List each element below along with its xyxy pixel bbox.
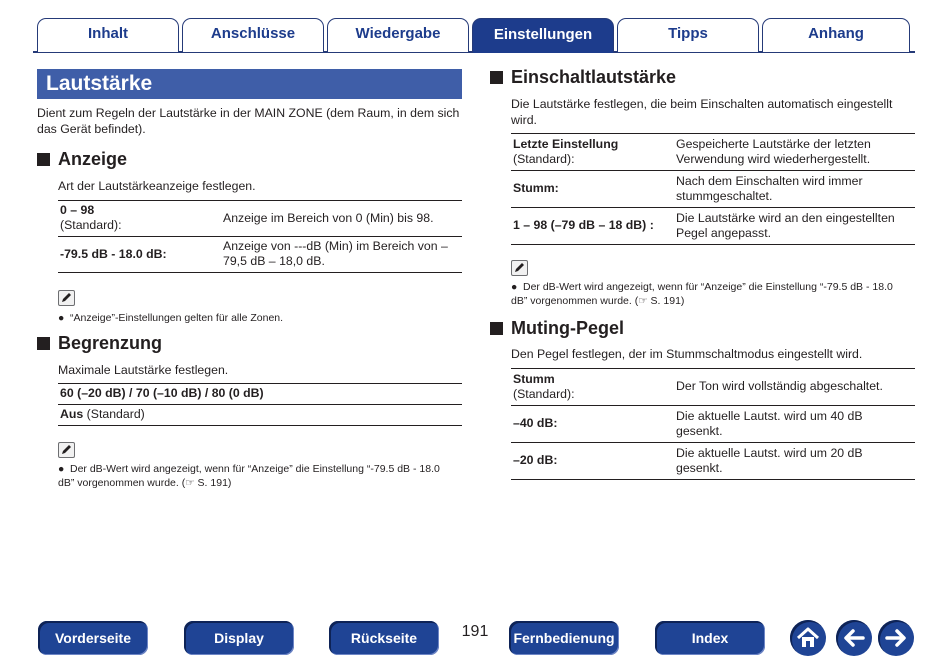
page-number: 191 — [461, 623, 489, 640]
option-standard: (Standard): — [60, 218, 122, 232]
option-value: Die aktuelle Lautst. wird um 20 dB gesenkt. — [674, 443, 915, 480]
nav-rueckseite-button[interactable]: Rückseite — [329, 621, 439, 655]
anzeige-description: Art der Lautstärkeanzeige festlegen. — [58, 179, 256, 193]
option-key: Stumm — [513, 371, 555, 386]
option-value: Anzeige von ---dB (Min) im Bereich von – 79,5 dB – 18,0 dB. — [221, 237, 462, 273]
section-heading-text: Begrenzung — [58, 333, 163, 353]
muting-description: Den Pegel festlegen, der im Stummschaltmodus eingestellt wird. — [511, 347, 863, 361]
home-icon[interactable] — [790, 620, 826, 656]
back-arrow-icon[interactable] — [836, 620, 872, 656]
tab-anhang[interactable]: Anhang — [762, 18, 910, 52]
table-row — [58, 384, 462, 405]
table-row — [511, 171, 915, 208]
einschalt-description: Die Lautstärke festlegen, die beim Einschalten automatisch eingestellt wird. — [511, 97, 893, 127]
option-key: -79.5 dB - 18.0 dB: — [58, 237, 221, 273]
option-key: –40 dB: — [511, 406, 674, 443]
option-key: 60 (–20 dB) / 70 (–10 dB) / 80 (0 dB) — [58, 384, 462, 405]
forward-arrow-icon[interactable] — [878, 620, 914, 656]
pencil-note-icon — [511, 260, 528, 276]
tab-tipps[interactable]: Tipps — [617, 18, 759, 52]
option-key: 1 – 98 (–79 dB – 18 dB) : — [511, 208, 674, 245]
option-value: Die Lautstärke wird an den eingestellten Pegel angepasst. — [674, 208, 915, 245]
begrenzung-note — [58, 462, 453, 490]
heading-square-icon — [37, 337, 50, 350]
option-value: Nach dem Einschalten wird immer stummgeschaltet. — [674, 171, 915, 208]
bullet-icon: ● — [58, 463, 65, 475]
bullet-icon: ● — [511, 281, 518, 293]
table-row — [511, 208, 915, 245]
tab-bar — [0, 0, 950, 56]
einschalt-note — [511, 280, 906, 308]
section-heading-einschaltlautstaerke — [490, 67, 676, 88]
note-text: Der dB-Wert wird angezeigt, wenn für “Anzeige” die Einstellung “-79.5 dB - 18.0 dB” vorgenommen wurde. (☞ S. 191) — [511, 281, 893, 307]
note-text: Der dB-Wert wird angezeigt, wenn für “Anzeige” die Einstellung “-79.5 dB - 18.0 dB” vorgenommen wurde. (☞ S. 191) — [58, 463, 440, 489]
option-key: 0 – 98 — [60, 203, 95, 217]
section-heading-text: Einschaltlautstärke — [511, 67, 677, 87]
bullet-icon: ● — [58, 312, 65, 324]
section-heading-anzeige — [37, 149, 127, 170]
option-value: Der Ton wird vollständig abgeschaltet. — [674, 369, 915, 406]
option-standard: (Standard): — [513, 386, 575, 401]
table-row — [58, 201, 462, 237]
table-row — [58, 237, 462, 273]
begrenzung-table — [58, 383, 462, 426]
begrenzung-description: Maximale Lautstärke festlegen. — [58, 363, 229, 377]
section-heading-text: Anzeige — [58, 149, 128, 169]
heading-square-icon — [37, 153, 50, 166]
tab-einstellungen[interactable]: Einstellungen — [472, 18, 614, 53]
einschalt-table — [511, 133, 915, 245]
table-row — [511, 369, 915, 406]
heading-square-icon — [490, 71, 503, 84]
pencil-note-icon — [58, 290, 75, 306]
muting-table — [511, 368, 915, 480]
tab-inhalt[interactable]: Inhalt — [37, 18, 179, 52]
section-heading-muting-pegel — [490, 318, 624, 339]
table-row — [58, 405, 462, 426]
table-row — [511, 406, 915, 443]
nav-index-button[interactable]: Index — [655, 621, 765, 655]
option-key: Stumm: — [511, 171, 674, 208]
tab-anschluesse[interactable]: Anschlüsse — [182, 18, 324, 52]
anzeige-table — [58, 200, 462, 273]
nav-display-button[interactable]: Display — [184, 621, 294, 655]
heading-square-icon — [490, 322, 503, 335]
page-title: Lautstärke — [37, 69, 462, 99]
option-value: Gespeicherte Lautstärke der letzten Verwendung wird wiederhergestellt. — [674, 134, 915, 171]
option-key: –20 dB: — [511, 443, 674, 480]
nav-vorderseite-button[interactable]: Vorderseite — [38, 621, 148, 655]
option-key: Letzte Einstellung — [513, 136, 619, 151]
anzeige-note — [58, 311, 462, 325]
table-row — [511, 134, 915, 171]
table-row — [511, 443, 915, 480]
option-standard: (Standard) — [86, 407, 145, 421]
tab-wiedergabe[interactable]: Wiedergabe — [327, 18, 469, 52]
option-value: Die aktuelle Lautst. wird um 40 dB gesenkt. — [674, 406, 915, 443]
intro-text: Dient zum Regeln der Lautstärke in der MAIN ZONE (dem Raum, in dem sich das Gerät befindet). — [37, 106, 460, 136]
section-heading-text: Muting-Pegel — [511, 318, 624, 338]
section-heading-begrenzung — [37, 333, 162, 354]
pencil-note-icon — [58, 442, 75, 458]
option-key: Aus — [60, 407, 84, 421]
option-value: Anzeige im Bereich von 0 (Min) bis 98. — [221, 201, 462, 237]
nav-fernbedienung-button[interactable]: Fernbedienung — [509, 621, 619, 655]
option-standard: (Standard): — [513, 151, 575, 166]
note-text: “Anzeige”-Einstellungen gelten für alle Zonen. — [70, 312, 284, 324]
